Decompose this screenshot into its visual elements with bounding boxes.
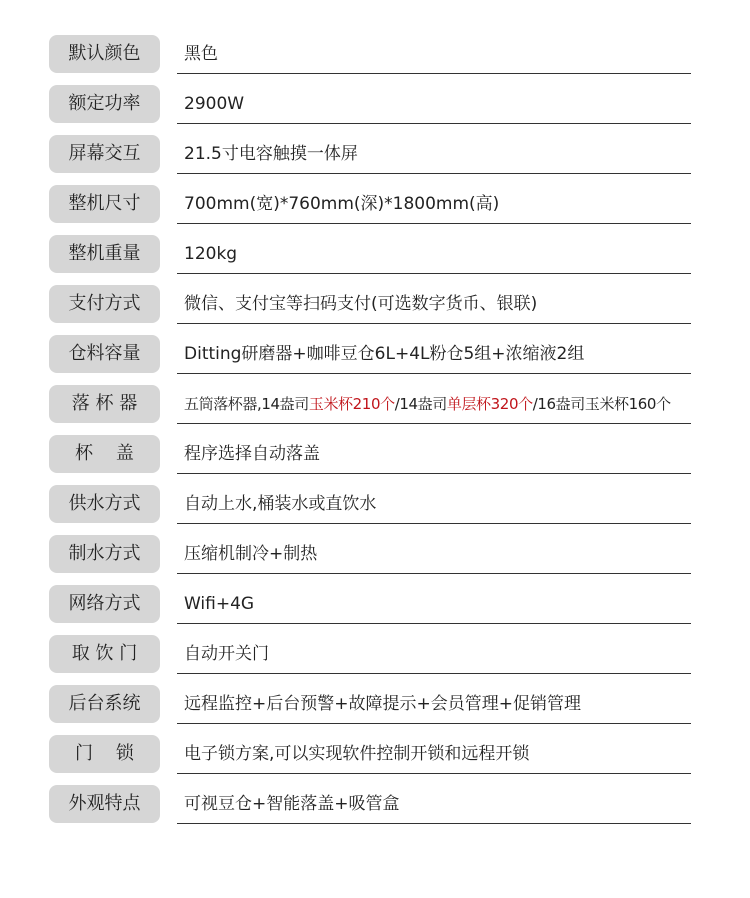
spec-row-water-supply — [49, 483, 691, 533]
spec-label: 整机尺寸 — [49, 185, 160, 223]
row-divider — [177, 173, 691, 174]
spec-value: 700mm(宽)*760mm(深)*1800mm(高) — [184, 194, 500, 214]
spec-value: Ditting研磨器+咖啡豆仓6L+4L粉仓5组+浓缩液2组 — [184, 344, 585, 364]
row-divider — [177, 823, 691, 824]
spec-label: 门 锁 — [49, 735, 160, 773]
row-divider — [177, 123, 691, 124]
spec-value: 120kg — [184, 244, 238, 264]
spec-label: 网络方式 — [49, 585, 160, 623]
row-divider — [177, 323, 691, 324]
spec-row-cup-dispenser — [49, 383, 691, 433]
spec-row-color — [49, 33, 691, 83]
value-part: /14盎司 — [394, 395, 447, 413]
spec-row-screen — [49, 133, 691, 183]
row-divider — [177, 273, 691, 274]
spec-row-backend — [49, 683, 691, 733]
spec-value: 压缩机制冷+制热 — [184, 544, 318, 564]
row-divider — [177, 673, 691, 674]
spec-label: 额定功率 — [49, 85, 160, 123]
spec-row-capacity — [49, 333, 691, 383]
spec-value: 可视豆仓+智能落盖+吸管盒 — [184, 794, 400, 814]
spec-value: 21.5寸电容触摸一体屏 — [184, 144, 358, 164]
spec-value: 2900W — [184, 94, 245, 114]
row-divider — [177, 423, 691, 424]
spec-row-payment — [49, 283, 691, 333]
spec-row-lid — [49, 433, 691, 483]
spec-label: 屏幕交互 — [49, 135, 160, 173]
value-part: 五筒落杯器,14盎司 — [184, 395, 309, 413]
row-divider — [177, 473, 691, 474]
spec-row-network — [49, 583, 691, 633]
row-divider — [177, 573, 691, 574]
spec-row-dimensions — [49, 183, 691, 233]
spec-value: 微信、支付宝等扫码支付(可选数字货币、银联) — [184, 294, 538, 314]
spec-row-water-treatment — [49, 533, 691, 583]
value-highlight: 单层杯320个 — [446, 395, 533, 413]
spec-value: 程序选择自动落盖 — [184, 444, 320, 464]
spec-label: 取 饮 门 — [49, 635, 160, 673]
spec-label: 落 杯 器 — [49, 385, 160, 423]
spec-value: 远程监控+后台预警+故障提示+会员管理+促销管理 — [184, 694, 581, 714]
spec-row-pickup-door — [49, 633, 691, 683]
row-divider — [177, 373, 691, 374]
row-divider — [177, 223, 691, 224]
spec-row-lock — [49, 733, 691, 783]
spec-value: 自动开关门 — [184, 644, 269, 664]
row-divider — [177, 623, 691, 624]
value-part: /16盎司玉米杯160个 — [532, 395, 671, 413]
spec-value: 电子锁方案,可以实现软件控制开锁和远程开锁 — [184, 744, 530, 764]
spec-row-power — [49, 83, 691, 133]
value-highlight: 玉米杯210个 — [308, 395, 395, 413]
spec-label: 外观特点 — [49, 785, 160, 823]
spec-label: 整机重量 — [49, 235, 160, 273]
spec-label: 杯 盖 — [49, 435, 160, 473]
spec-row-appearance — [49, 783, 691, 833]
spec-table — [49, 33, 691, 833]
spec-row-weight — [49, 233, 691, 283]
row-divider — [177, 73, 691, 74]
spec-label: 默认颜色 — [49, 35, 160, 73]
spec-label: 供水方式 — [49, 485, 160, 523]
row-divider — [177, 723, 691, 724]
row-divider — [177, 523, 691, 524]
spec-label: 制水方式 — [49, 535, 160, 573]
row-divider — [177, 773, 691, 774]
spec-label: 后台系统 — [49, 685, 160, 723]
spec-value: 黑色 — [184, 44, 218, 64]
spec-value — [184, 385, 671, 423]
spec-label: 仓料容量 — [49, 335, 160, 373]
spec-value: Wifi+4G — [184, 594, 255, 614]
spec-label: 支付方式 — [49, 285, 160, 323]
spec-value: 自动上水,桶装水或直饮水 — [184, 494, 377, 514]
